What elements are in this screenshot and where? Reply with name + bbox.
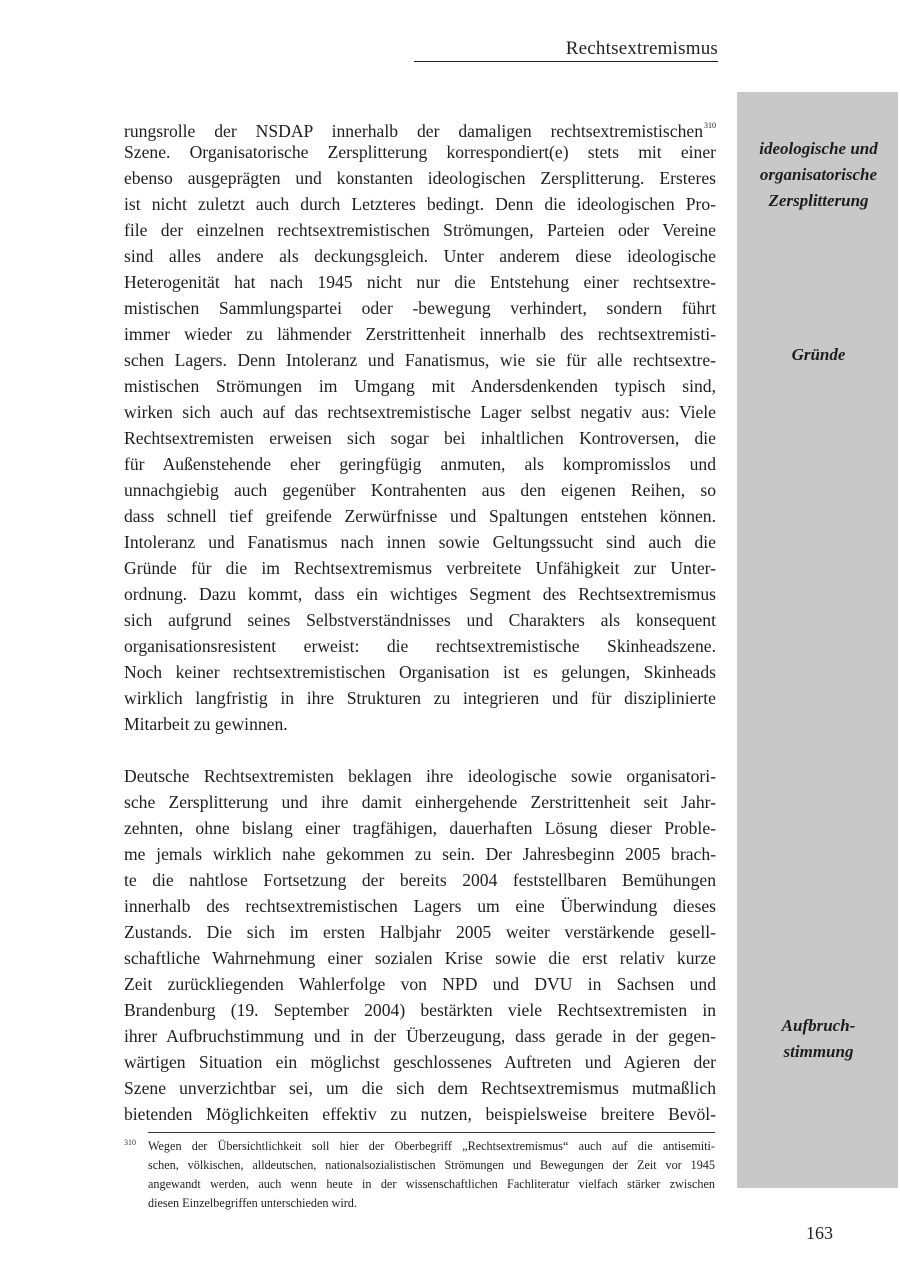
text-line-content: rungsrolle der NSDAP innerhalb der damaligen rechtsextremistischen [124, 121, 703, 141]
margin-note-aufbruchstimmung: Aufbruch- stimmung [781, 1016, 856, 1061]
text-line: unnachgiebig auch gegenüber Kontrahenten aus den eigenen Reihen, so [124, 480, 716, 500]
text-line: mistischen Strömungen im Umgang mit Andersdenkenden typisch sind, [124, 376, 716, 396]
text-line: te die nahtlose Fortsetzung der bereits 2004 feststellbaren Bemühungen [124, 870, 716, 890]
footnote-reference[interactable]: 310 [704, 121, 716, 130]
text-line: zehnten, ohne bislang einer tragfähigen, dauerhaften Lösung dieser Proble- [124, 818, 716, 838]
text-line: Deutsche Rechtsextremisten beklagen ihre ideologische sowie organisatori- [124, 766, 716, 786]
footnote-rule [148, 1132, 715, 1133]
text-line: Brandenburg (19. September 2004) bestärkten viele Rechtsextremisten in [124, 1000, 716, 1020]
text-line: Noch keiner rechtsextremistischen Organisation ist es gelungen, Skinheads [124, 662, 716, 682]
text-line: ihrer Aufbruchstimmung und in der Überzeugung, dass gerade in der gegen- [124, 1026, 716, 1046]
text-line: wirklich langfristig in ihre Strukturen zu integrieren und für disziplinierte [124, 688, 716, 708]
text-line: Gründe für die im Rechtsextremismus verbreitete Unfähigkeit zur Unter- [124, 558, 716, 578]
footnote-number: 310 [124, 1138, 136, 1147]
page-number: 163 [806, 1223, 833, 1243]
text-line: sche Zersplitterung und ihre damit einhergehende Zerstrittenheit seit Jahr- [124, 792, 716, 812]
text-line: Szene. Organisatorische Zersplitterung korrespondiert(e) stets mit einer [124, 142, 716, 162]
text-line: schen Lagers. Denn Intoleranz und Fanatismus, wie sie für alle rechtsextre- [124, 350, 716, 370]
text-line: ebenso ausgeprägten und konstanten ideologischen Zersplitterung. Ersteres [124, 168, 716, 188]
text-line: ist nicht zuletzt auch durch Letzteres bedingt. Denn die ideologischen Pro- [124, 194, 716, 214]
paragraph-gap [124, 737, 716, 763]
margin-note-ideologische-zersplitterung: ideologische und organisatorische Zersplitterung [759, 139, 878, 210]
text-line: Szene unverzichtbar sei, um die sich dem Rechtsextremismus mutmaßlich [124, 1078, 716, 1098]
text-line: Zeit zurückliegenden Wahlerfolge von NPD und DVU in Sachsen und [124, 974, 716, 994]
running-header: Rechtsextremismus [565, 38, 718, 59]
text-line: Zustands. Die sich im ersten Halbjahr 2005 weiter verstärkende gesell- [124, 922, 716, 942]
text-line: wirken sich auch auf das rechtsextremistische Lager selbst negativ aus: Viele [124, 402, 716, 422]
text-line: für Außenstehende eher geringfügig anmuten, als kompromisslos und [124, 454, 716, 474]
text-line: Intoleranz und Fanatismus nach innen sowie Geltungssucht sind auch die [124, 532, 716, 552]
footnote-line: schen, völkischen, alldeutschen, nationalsozialistischen Strömungen und Bewegungen der Zeit vor 1945 [148, 1158, 715, 1172]
footnote [148, 1137, 715, 1213]
text-line: bietenden Möglichkeiten effektiv zu nutzen, beispielsweise breitere Bevöl- [124, 1104, 716, 1124]
text-line: organisationsresistent erweist: die rechtsextremistische Skinheadszene. [124, 636, 716, 656]
margin-note-gruende: Gründe [791, 345, 846, 364]
footnote-line: diesen Einzelbegriffen unterschieden wird. [148, 1196, 357, 1210]
text-line: Rechtsextremisten erweisen sich sogar bei inhaltlichen Kontroversen, die [124, 428, 716, 448]
text-line: schaftliche Wahrnehmung einer sozialen Krise sowie die erst relativ kurze [124, 948, 716, 968]
paragraph-2 [124, 763, 716, 1127]
text-line [124, 113, 716, 139]
footnote-line: Wegen der Übersichtlichkeit soll hier der Oberbegriff „Rechtsextremismus“ auch auf die antisemiti- [148, 1139, 715, 1153]
text-line: file der einzelnen rechtsextremistischen Strömungen, Parteien oder Vereine [124, 220, 716, 240]
text-line: sind alles andere als deckungsgleich. Unter anderem diese ideologische [124, 246, 716, 266]
text-line: wärtigen Situation ein möglichst geschlossenes Auftreten und Agieren der [124, 1052, 716, 1072]
body-text [124, 113, 716, 1127]
header-rule [414, 61, 718, 62]
text-line: immer wieder zu lähmender Zerstrittenheit innerhalb des rechtsextremisti- [124, 324, 716, 344]
text-line: mistischen Sammlungspartei oder -bewegung verhindert, sondern führt [124, 298, 716, 318]
text-line: Heterogenität hat nach 1945 nicht nur die Entstehung einer rechtsextre- [124, 272, 716, 292]
text-line: me jemals wirklich nahe gekommen zu sein. Der Jahresbeginn 2005 brach- [124, 844, 716, 864]
text-line: Mitarbeit zu gewinnen. [124, 714, 288, 734]
text-line: ordnung. Dazu kommt, dass ein wichtiges Segment des Rechtsextremismus [124, 584, 716, 604]
text-line: innerhalb des rechtsextremistischen Lagers um eine Überwindung dieses [124, 896, 716, 916]
text-line: dass schnell tief greifende Zerwürfnisse und Spaltungen entstehen können. [124, 506, 716, 526]
text-line: sich aufgrund seines Selbstverständnisses und Charakters als konsequent [124, 610, 716, 630]
footnote-line: angewandt werden, auch wenn heute in der wissenschaftlichen Fachliteratur vielfach stärker zwischen [148, 1177, 715, 1191]
paragraph-1 [124, 113, 716, 737]
